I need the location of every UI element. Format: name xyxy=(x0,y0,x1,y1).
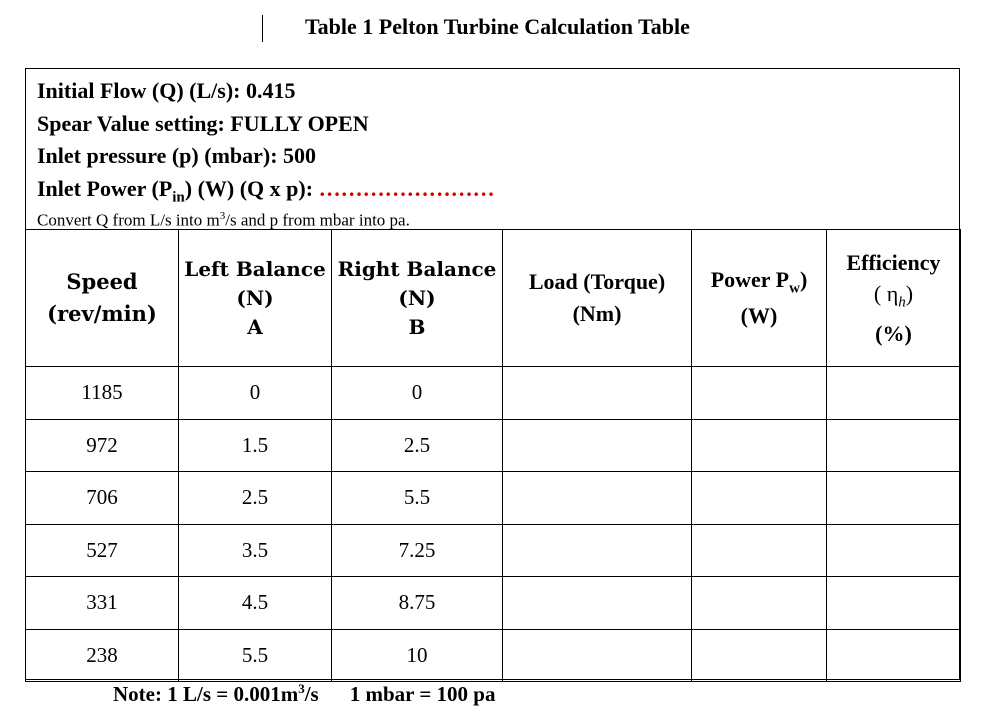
cell-right: 7.25 xyxy=(332,524,503,577)
convert-note-sup: 3 xyxy=(219,210,226,222)
convert-note-a: Convert Q from L/s into m xyxy=(37,210,220,230)
header-right-balance xyxy=(332,230,503,367)
table-row xyxy=(26,367,961,420)
cell-load xyxy=(503,419,692,472)
convert-note xyxy=(37,205,959,232)
cell-left: 0 xyxy=(179,367,332,420)
footnote xyxy=(113,681,495,707)
inlet-power-subscript: in xyxy=(172,188,185,205)
header-left-balance xyxy=(179,230,332,367)
table-row xyxy=(26,629,961,682)
table-row xyxy=(26,524,961,577)
header-power-subscript: w xyxy=(789,280,800,297)
header-speed-unit: (rev/min) xyxy=(47,301,157,326)
cell-load xyxy=(503,629,692,682)
header-right-label: Right Balance xyxy=(337,256,497,281)
data-table xyxy=(25,229,961,682)
inlet-pressure-line: Inlet pressure (p) (mbar): 500 xyxy=(37,143,317,168)
header-load xyxy=(503,230,692,367)
header-load-label: Load (Torque) xyxy=(528,269,666,294)
note-conversion-flow xyxy=(113,682,319,706)
note-flow-sup: 3 xyxy=(298,681,305,696)
calculation-table-box xyxy=(25,68,960,680)
cell-eff xyxy=(827,472,961,525)
initial-flow-line: Initial Flow (Q) (L/s): 0.415 xyxy=(37,78,296,103)
cell-left: 2.5 xyxy=(179,472,332,525)
cell-right: 0 xyxy=(332,367,503,420)
cell-left: 4.5 xyxy=(179,577,332,630)
header-load-unit: (Nm) xyxy=(572,301,622,326)
header-eff-subscript: h xyxy=(898,294,906,311)
cell-eff xyxy=(827,629,961,682)
header-eff-unit: (%) xyxy=(875,321,912,347)
cell-left: 3.5 xyxy=(179,524,332,577)
cell-right: 5.5 xyxy=(332,472,503,525)
cell-power xyxy=(692,629,827,682)
cell-speed: 706 xyxy=(26,472,179,525)
cell-eff xyxy=(827,577,961,630)
cell-power xyxy=(692,577,827,630)
header-right-unit: (N) xyxy=(398,285,436,310)
cell-power xyxy=(692,524,827,577)
info-section xyxy=(37,75,959,232)
cell-power xyxy=(692,367,827,420)
cell-speed: 1185 xyxy=(26,367,179,420)
inlet-power-line xyxy=(37,173,959,206)
header-eff-label: Efficiency xyxy=(846,249,941,275)
header-efficiency xyxy=(827,230,961,367)
header-power-unit: (W) xyxy=(740,303,778,329)
cell-speed: 972 xyxy=(26,419,179,472)
header-right-letter: B xyxy=(408,314,426,339)
cell-speed: 238 xyxy=(26,629,179,682)
header-speed-label: Speed xyxy=(66,269,138,294)
cell-speed: 527 xyxy=(26,524,179,577)
header-power xyxy=(692,230,827,367)
cell-left: 5.5 xyxy=(179,629,332,682)
cell-right: 8.75 xyxy=(332,577,503,630)
header-left-unit: (N) xyxy=(236,285,274,310)
inlet-power-prefix: Inlet Power (P xyxy=(37,175,173,201)
table-row xyxy=(26,577,961,630)
header-eff-eta: ( η xyxy=(873,280,899,306)
table-row xyxy=(26,472,961,525)
note-conversion-pressure: 1 mbar = 100 pa xyxy=(349,682,496,706)
cell-eff xyxy=(827,419,961,472)
header-left-label: Left Balance xyxy=(184,256,326,281)
header-eff-symbol xyxy=(827,278,960,318)
header-power-label xyxy=(692,266,826,302)
header-power-text: Power P xyxy=(710,266,790,292)
cell-load xyxy=(503,577,692,630)
spear-setting-line: Spear Value setting: FULLY OPEN xyxy=(37,110,369,136)
inlet-power-suffix: ) (W) (Q x p): xyxy=(184,175,319,201)
table-body xyxy=(26,367,961,682)
cell-load xyxy=(503,367,692,420)
header-eff-close: ) xyxy=(905,280,914,306)
inlet-power-blank: …………………… xyxy=(318,175,495,201)
cell-load xyxy=(503,524,692,577)
cell-power xyxy=(692,472,827,525)
cell-right: 2.5 xyxy=(332,419,503,472)
header-left-letter: A xyxy=(247,314,263,339)
note-flow-a: Note: 1 L/s = 0.001m xyxy=(113,682,299,706)
cell-speed: 331 xyxy=(26,577,179,630)
convert-note-b: /s and p from mbar into pa. xyxy=(225,210,410,230)
cell-left: 1.5 xyxy=(179,419,332,472)
text-cursor xyxy=(262,15,263,42)
note-flow-b: /s xyxy=(304,682,319,706)
table-title: Table 1 Pelton Turbine Calculation Table xyxy=(305,14,690,39)
table-header-row xyxy=(26,230,961,367)
cell-power xyxy=(692,419,827,472)
cell-eff xyxy=(827,367,961,420)
cell-eff xyxy=(827,524,961,577)
table-row xyxy=(26,419,961,472)
cell-right: 10 xyxy=(332,629,503,682)
cell-load xyxy=(503,472,692,525)
header-speed xyxy=(26,230,179,367)
header-power-close: ) xyxy=(799,266,808,292)
